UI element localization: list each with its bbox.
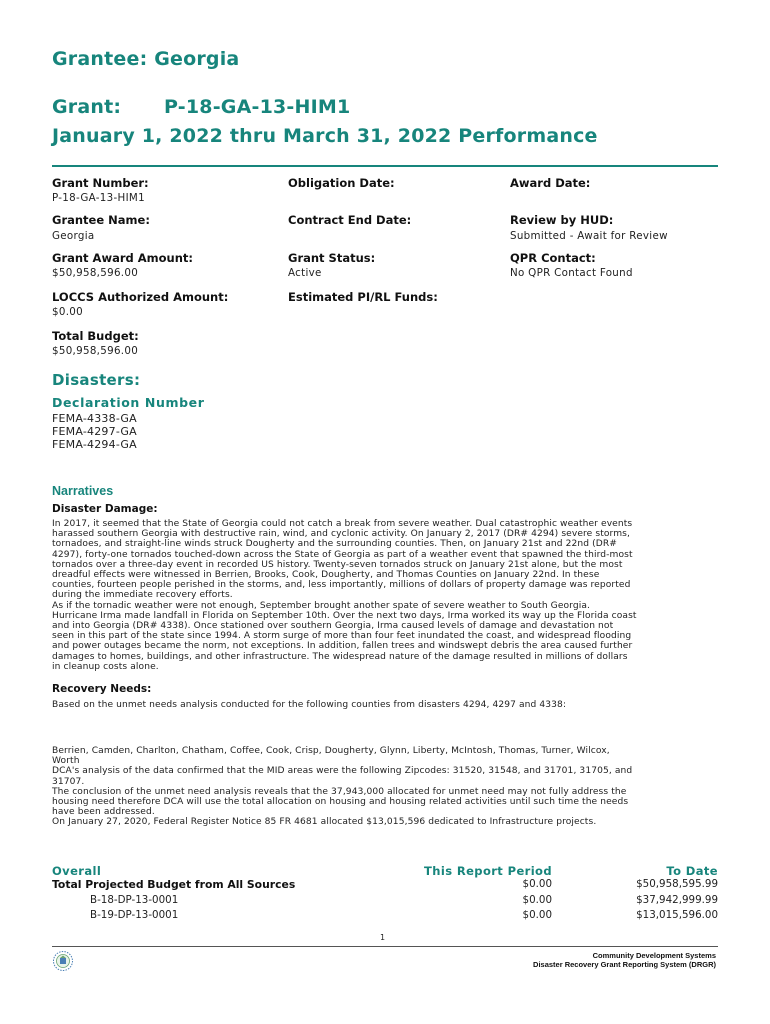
contract-end-date-label: Contract End Date: — [288, 213, 412, 227]
total-budget-value: $50,958,596.00 — [52, 345, 139, 357]
grant-award-amount-label: Grant Award Amount: — [52, 251, 194, 265]
report-period-header: This Report Period — [424, 864, 552, 878]
budget-row-to-date: $13,015,596.00 — [636, 909, 718, 921]
budget-row-period: $0.00 — [522, 909, 552, 921]
budget-row-period: $0.00 — [522, 894, 552, 906]
budget-row-label: B-19-DP-13-0001 — [90, 909, 179, 921]
disasters-title: Disasters: — [52, 371, 141, 389]
obligation-date-label: Obligation Date: — [288, 176, 395, 190]
budget-row-label: B-18-DP-13-0001 — [90, 894, 179, 906]
footer-rule — [52, 946, 718, 947]
grant-heading — [52, 96, 350, 118]
grant-number-value: P-18-GA-13-HIM1 — [52, 192, 145, 204]
footer-line1: Community Development Systems — [592, 951, 716, 960]
total-budget-label: Total Budget: — [52, 329, 139, 343]
budget-row-period: $0.00 — [522, 878, 552, 890]
grant-value: P-18-GA-13-HIM1 — [164, 96, 351, 118]
estimated-pirl-label: Estimated PI/RL Funds: — [288, 290, 438, 304]
hud-seal-icon — [52, 950, 74, 972]
overall-header: Overall — [52, 864, 102, 878]
to-date-header: To Date — [666, 864, 718, 878]
budget-row-to-date: $37,942,999.99 — [636, 894, 718, 906]
recovery-intro-text: Based on the unmet needs analysis conducted for the following counties from disasters 4294, 4297 and 4338: — [52, 700, 567, 710]
award-date-label: Award Date: — [510, 176, 591, 190]
grantee-name-value: Georgia — [52, 230, 95, 242]
qpr-contact-value: No QPR Contact Found — [510, 267, 633, 279]
grant-award-amount-value: $50,958,596.00 — [52, 267, 139, 279]
declaration-item: FEMA-4338-GA — [52, 412, 137, 425]
recovery-needs-text: Berrien, Camden, Charlton, Chatham, Coffee, Cook, Crisp, Dougherty, Glynn, Liberty, McIntosh, Thomas, Turner, Wilcox, Worth DCA's analysis of the data confirmed that the MID areas were the following Zipcodes: 31520, 31548, and 31701, 31705, and 31707. The conclusion of the unmet need analysis reveals that the 37,943,000 allocated for unmet need may not fully address the housing need therefore DCA will use the total allocation on housing and housing related activities until such time the needs have been addressed. On January 27, 2020, Federal Register Notice 85 FR 4681 allocated $13,015,596 dedicated to Infrastructure projects. — [52, 746, 633, 828]
disaster-damage-text: In 2017, it seemed that the State of Georgia could not catch a break from severe weather. Dual catastrophic weather events harassed southern Georgia with destructive rain, wind, and cyclonic activity. On January 2, 2017 (DR# 4294) severe storms, tornadoes, and straight-line winds struck Dougherty and the surrounding counties. Then, on January 21st and 22nd (DR# 4297), forty-one tornados touched-down across the State of Georgia as part of a weather event that spawned the third-most tornados over a three-day event in recorded US history. Twenty-seven tornados struck on January 21st alone, but the most dreadful effects were witnessed in Berrien, Brooks, Cook, Dougherty, and Thomas Counties on January 22nd. In these counties, fourteen people perished in the storms, and, less importantly, millions of dollars of property damage was reported during the immediate recovery efforts. As if the tornadic weather were not enough, September brought another spate of severe weather to South Georgia. Hurricane Irma made landfall in Florida on September 10th. Over the next two days, Irma worked its way up the Florida coast and into Georgia (DR# 4338). Once stationed over southern Georgia, Irma caused levels of damage and devastation not seen in this part of the state since 1994. A storm surge of more than four feet inundated the coast, and widespread flooding and power outages became the norm, not exceptions. In addition, fallen trees and windswept debris the area caused further damages to homes, buildings, and other infrastructure. The widespread nature of the damage resulted in millions of dollars in cleanup costs alone. — [52, 519, 637, 672]
grant-number-label: Grant Number: — [52, 176, 149, 190]
loccs-authorized-label: LOCCS Authorized Amount: — [52, 290, 229, 304]
header-rule — [52, 165, 718, 167]
disaster-damage-label: Disaster Damage: — [52, 503, 158, 515]
grant-label: Grant: — [52, 96, 122, 118]
review-by-hud-label: Review by HUD: — [510, 213, 614, 227]
grant-status-label: Grant Status: — [288, 251, 376, 265]
loccs-authorized-value: $0.00 — [52, 306, 83, 318]
declaration-item: FEMA-4297-GA — [52, 425, 137, 438]
footer-line2: Disaster Recovery Grant Reporting System (DRGR) — [533, 960, 716, 969]
grantee-name-label: Grantee Name: — [52, 213, 150, 227]
page-number: 1 — [380, 933, 386, 942]
review-by-hud-value: Submitted - Await for Review — [510, 230, 668, 242]
grantee-value: Georgia — [154, 48, 240, 70]
narratives-title: Narratives — [52, 484, 114, 498]
budget-row-to-date: $50,958,595.99 — [636, 878, 718, 890]
recovery-needs-label: Recovery Needs: — [52, 683, 152, 695]
period-heading: January 1, 2022 thru March 31, 2022 Performance — [52, 125, 598, 147]
qpr-contact-label: QPR Contact: — [510, 251, 596, 265]
grantee-label: Grantee: — [52, 48, 148, 70]
grant-status-value: Active — [288, 267, 322, 279]
declaration-number-title: Declaration Number — [52, 395, 205, 410]
grantee-heading — [52, 48, 239, 70]
declaration-item: FEMA-4294-GA — [52, 438, 137, 451]
declaration-list — [52, 412, 137, 451]
budget-row-label: Total Projected Budget from All Sources — [52, 878, 296, 891]
